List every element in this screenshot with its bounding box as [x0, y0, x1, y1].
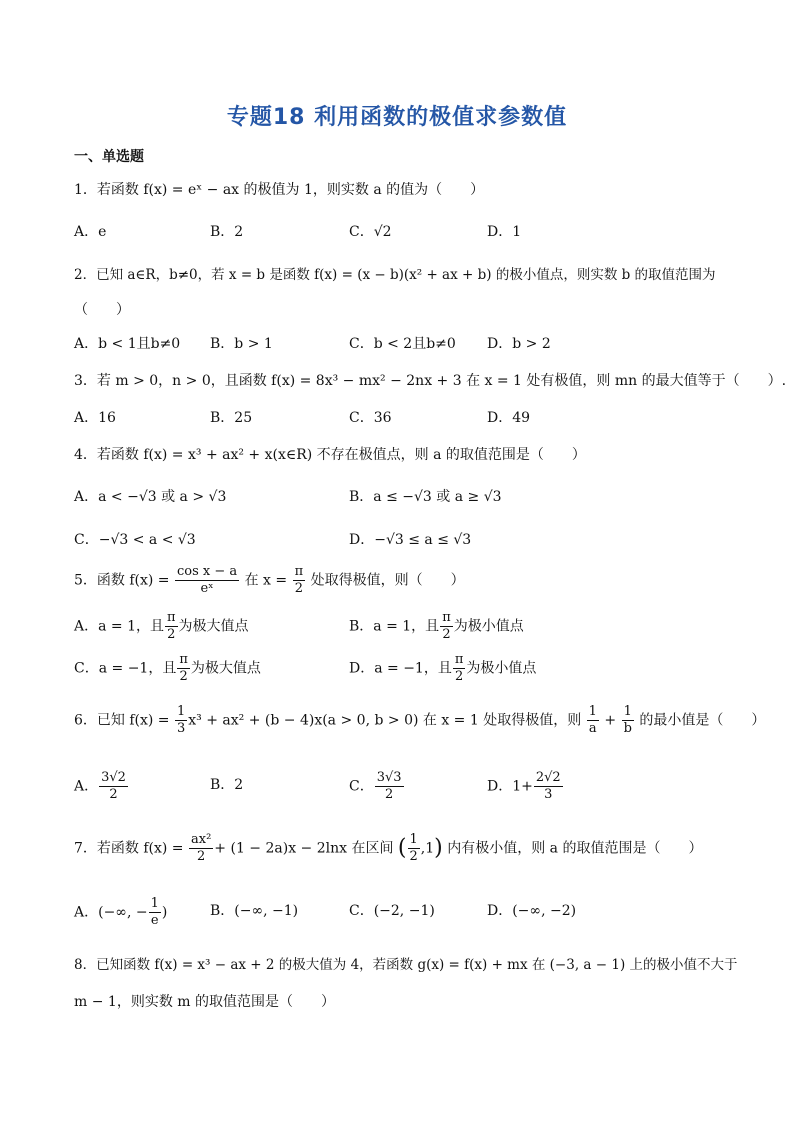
- q5-a-fraction: [165, 610, 178, 643]
- q7-interval-tail: ,1: [420, 840, 435, 857]
- q5-x-fraction: [293, 564, 306, 597]
- q5-option-b: [349, 610, 524, 643]
- q1-option-d: D．1: [487, 224, 522, 240]
- q6-d-value: [534, 770, 563, 803]
- q5-c-num: π: [179, 652, 188, 667]
- q4-option-c: C．−√3 < a < √3: [74, 532, 196, 548]
- question-7-stem: [74, 832, 702, 865]
- q6-b-num: 1: [623, 704, 632, 719]
- q5-denominator: eˣ: [200, 581, 214, 596]
- q3-option-d: D．49: [487, 410, 531, 426]
- question-2-stem-cont: （ ）: [74, 302, 130, 318]
- question-1-stem: 1．若函数 f(x) = eˣ − ax 的极值为 1，则实数 a 的值为（ ）: [74, 182, 485, 198]
- q6-stem-pre: 6．已知 f(x) =: [74, 712, 170, 729]
- q6-c-value: [375, 770, 404, 803]
- q7-num: ax²: [191, 832, 212, 847]
- q5-d-den: 2: [454, 669, 464, 684]
- q6-option-d: [487, 770, 564, 803]
- q7-a-fraction: [149, 896, 161, 929]
- q7-a-pre: A．(−∞, −: [74, 904, 148, 921]
- q5-option-c: [74, 652, 261, 685]
- q6-stem-post: 的最小值是（ ）: [639, 712, 766, 729]
- question-5-stem: [74, 564, 465, 597]
- q6-opt-c-num: 3√3: [376, 770, 402, 785]
- q6-opt-a-den: 2: [109, 787, 118, 802]
- q7-option-d: D．(−∞, −2): [487, 903, 577, 919]
- q5-stem-pre: 5．函数 f(x) =: [74, 572, 170, 589]
- q7-fraction: [189, 832, 213, 865]
- q5-numerator: cos x − a: [177, 564, 238, 579]
- q6-a-label: A．: [74, 778, 99, 795]
- q3-option-c: C．36: [349, 410, 392, 426]
- question-8-stem: 8．已知函数 f(x) = x³ − ax + 2 的极大值为 4，若函数 g(x) = f(x) + mx 在 (−3, a − 1) 上的极小值不大于: [74, 957, 738, 973]
- q5-b-num: π: [442, 610, 451, 625]
- q5-stem-mid: 在 x =: [244, 572, 288, 589]
- q6-opt-c-den: 2: [384, 787, 394, 802]
- q5-option-a: [74, 610, 249, 643]
- q7-option-b: B．(−∞, −1): [210, 903, 299, 919]
- q2-option-a: A．b < 1且b≠0: [74, 336, 181, 352]
- q5-c-den: 2: [179, 669, 188, 684]
- q5-option-d: [349, 652, 536, 685]
- q3-option-b: B．25: [210, 410, 253, 426]
- question-4-stem: 4．若函数 f(x) = x³ + ax² + x(x∈R) 不存在极值点，则 a 的取值范围是（ ）: [74, 447, 586, 463]
- q5-d-pre: D．a = −1，且: [349, 660, 452, 677]
- q6-a-den: a: [588, 721, 597, 736]
- page-title: 专题18 利用函数的极值求参数值: [226, 105, 568, 130]
- q5-d-num: π: [454, 652, 464, 667]
- q7-left-paren: (: [397, 835, 407, 861]
- q6-a-num: 1: [588, 704, 597, 719]
- q5-c-fraction: [177, 652, 190, 685]
- question-3-stem: 3．若 m > 0，n > 0，且函数 f(x) = 8x³ − mx² − 2nx + 3 在 x = 1 处有极值，则 mn 的最大值等于（ ）.: [74, 373, 787, 389]
- q6-option-c: [349, 770, 405, 803]
- q6-plus: +: [604, 712, 617, 729]
- q7-den: 2: [197, 849, 206, 864]
- q5-b-pre: B．a = 1，且: [349, 618, 440, 635]
- q6-option-a: [74, 770, 129, 803]
- q7-a-num: 1: [150, 896, 159, 911]
- q5-fraction: [175, 564, 239, 597]
- q7-right-paren: ): [434, 835, 443, 861]
- q6-opt-d-num: 2√2: [535, 770, 561, 785]
- q5-c-pre: C．a = −1，且: [74, 660, 177, 677]
- q5-x-denominator: 2: [294, 581, 303, 596]
- q5-stem-post: 处取得极值，则（ ）: [310, 572, 465, 589]
- q6-b-fraction: [622, 704, 634, 737]
- q6-a-value: [99, 770, 128, 803]
- q7-a-post: ): [161, 904, 168, 921]
- q7-option-c: C．(−2, −1): [349, 903, 435, 919]
- q6-d-label: D．1+: [487, 778, 533, 795]
- q6-opt-a-num: 3√2: [101, 770, 126, 785]
- question-8-stem-cont: m − 1，则实数 m 的取值范围是（ ）: [74, 994, 335, 1010]
- q7-interval-fraction: [408, 832, 420, 865]
- q7-int-den: 2: [409, 849, 418, 864]
- q6-third-den: 3: [177, 721, 186, 736]
- q5-b-den: 2: [442, 627, 451, 642]
- q6-opt-d-den: 3: [544, 787, 553, 802]
- q7-a-den: e: [150, 913, 159, 928]
- q5-a-num: π: [167, 610, 176, 625]
- q6-option-b: B．2: [210, 777, 244, 793]
- q5-d-post: 为极小值点: [466, 660, 537, 677]
- q7-int-num: 1: [409, 832, 418, 847]
- q3-option-a: A．16: [74, 410, 116, 426]
- question-2-stem: 2．已知 a∈R，b≠0，若 x = b 是函数 f(x) = (x − b)(x² + ax + b) 的极小值点，则实数 b 的取值范围为: [74, 267, 716, 283]
- q7-stem-post: 内有极小值，则 a 的取值范围是（ ）: [447, 840, 703, 857]
- q5-b-fraction: [440, 610, 453, 643]
- q5-c-post: 为极大值点: [190, 660, 261, 677]
- q6-b-den: b: [623, 721, 632, 736]
- q5-a-pre: A．a = 1，且: [74, 618, 164, 635]
- q1-option-c: C．√2: [349, 224, 392, 240]
- q5-a-post: 为极大值点: [178, 618, 249, 635]
- section-heading: 一、单选题: [74, 149, 144, 165]
- q6-third-num: 1: [177, 704, 186, 719]
- q4-option-d: D．−√3 ≤ a ≤ √3: [349, 532, 472, 548]
- q7-stem-pre: 7．若函数 f(x) =: [74, 840, 184, 857]
- q7-stem-mid: + (1 − 2a)x − 2lnx 在区间: [214, 840, 394, 857]
- q7-option-a: [74, 896, 167, 929]
- q4-option-b: B．a ≤ −√3 或 a ≥ √3: [349, 489, 502, 505]
- q5-x-numerator: π: [294, 564, 304, 579]
- q4-option-a: A．a < −√3 或 a > √3: [74, 489, 227, 505]
- q5-d-fraction: [453, 652, 466, 685]
- q1-option-a: A．e: [74, 224, 107, 240]
- q5-b-post: 为极小值点: [453, 618, 524, 635]
- question-6-stem: [74, 704, 765, 737]
- q5-a-den: 2: [167, 627, 176, 642]
- q1-option-b: B．2: [210, 224, 244, 240]
- q2-option-c: C．b < 2且b≠0: [349, 336, 456, 352]
- q6-stem-mid: x³ + ax² + (b − 4)x(a > 0, b > 0) 在 x = 1 处取得极值，则: [188, 712, 582, 729]
- q6-a-fraction: [587, 704, 599, 737]
- q2-option-b: B．b > 1: [210, 336, 273, 352]
- q6-c-label: C．: [349, 778, 374, 795]
- q2-option-d: D．b > 2: [487, 336, 551, 352]
- q6-third-fraction: [175, 704, 187, 737]
